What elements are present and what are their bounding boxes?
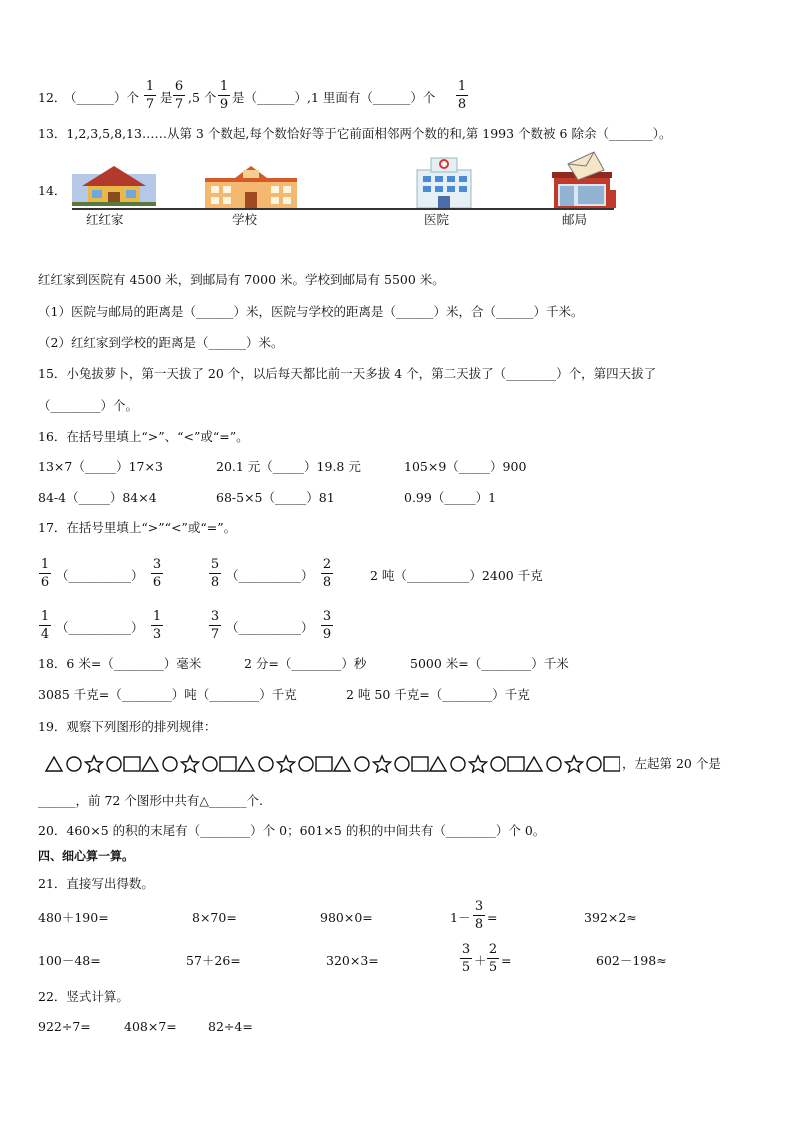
q21-frac-post: = xyxy=(501,953,512,968)
q17-blank: （__________） xyxy=(226,620,314,635)
triangle-icon xyxy=(526,757,542,771)
circle-icon xyxy=(395,757,409,771)
q21-item: 980×0= xyxy=(320,910,373,925)
school-icon xyxy=(205,164,297,208)
distance-line xyxy=(72,208,614,210)
q17-title: 17．在括号里填上“>”“<”或“=”。 xyxy=(38,520,237,535)
q12-text-3: ,5 个 xyxy=(188,90,217,105)
q12-fraction-1: 1 7 xyxy=(145,79,155,112)
circle-icon xyxy=(547,757,561,771)
triangle-icon xyxy=(334,757,350,771)
triangle-icon xyxy=(430,757,446,771)
shape-pattern xyxy=(44,753,620,775)
q21-fraction: 3 5 xyxy=(461,942,471,975)
square-icon xyxy=(412,757,428,771)
star-icon xyxy=(278,756,295,772)
q16-item: 0.99（_____）1 xyxy=(404,490,497,505)
pattern-group xyxy=(238,756,332,772)
label-post-office: 邮局 xyxy=(562,212,588,227)
q16-item: 68-5×5（_____）81 xyxy=(216,490,335,505)
q21-op: ＋ xyxy=(474,953,487,968)
question-20: 20．460×5 的积的末尾有（________）个 0；601×5 的积的中间共有（________）个 0。 xyxy=(38,823,546,838)
q21-item: 480＋190= xyxy=(38,910,109,925)
circle-icon xyxy=(163,757,177,771)
square-icon xyxy=(220,757,236,771)
question-13: 13．1,2,3,5,8,13……从第 3 个数起,每个数恰好等于它前面相邻两个数的和,第 1993 个数被 6 除余（_______）。 xyxy=(38,126,672,141)
circle-icon xyxy=(587,757,601,771)
q21-fraction: 3 8 xyxy=(474,899,484,932)
q17-fraction: 3 6 xyxy=(152,557,162,590)
q17-ton-compare: 2 吨（__________）2400 千克 xyxy=(370,568,543,583)
q18-item: 5000 米=（________）千米 xyxy=(410,656,569,671)
pattern-group xyxy=(526,756,620,772)
square-icon xyxy=(508,757,524,771)
pattern-group xyxy=(334,756,428,772)
q21-item: 392×2≈ xyxy=(584,910,637,925)
house-icon xyxy=(72,164,156,208)
star-icon xyxy=(86,756,103,772)
q12-fraction-4: 1 8 xyxy=(457,79,467,112)
q18-item: 18．6 米=（________）毫米 xyxy=(38,656,202,671)
post-office-icon xyxy=(548,150,618,208)
q12-text-1: （______）个 xyxy=(64,90,140,105)
pattern-group xyxy=(430,756,524,772)
q22-title: 22．竖式计算。 xyxy=(38,989,129,1004)
q21-item: 602－198≈ xyxy=(596,953,667,968)
q15-line-2: （________）个。 xyxy=(38,398,139,413)
star-icon xyxy=(374,756,391,772)
q17-fraction: 1 3 xyxy=(152,609,162,642)
square-icon xyxy=(604,757,620,771)
q17-fraction: 1 6 xyxy=(40,557,50,590)
q19-title: 19．观察下列图形的排列规律： xyxy=(38,719,217,734)
q21-frac-pre: 1－ xyxy=(450,910,471,925)
q12-text-4: 是（______）,1 里面有（______）个 xyxy=(232,90,436,105)
star-icon xyxy=(470,756,487,772)
q21-item: 57＋26= xyxy=(186,953,241,968)
q17-fraction: 1 4 xyxy=(40,609,50,642)
q22-item: 82÷4= xyxy=(208,1019,253,1034)
q17-blank: （__________） xyxy=(56,568,144,583)
q17-fraction: 5 8 xyxy=(210,557,220,590)
hospital-icon xyxy=(415,154,473,208)
circle-icon xyxy=(451,757,465,771)
q19-line-2: ______，前 72 个图形中共有△______个. xyxy=(38,793,263,808)
pattern-group xyxy=(46,756,140,772)
section-heading: 四、细心算一算。 xyxy=(38,849,135,863)
q21-title: 21．直接写出得数。 xyxy=(38,876,154,891)
q12-number: 12． xyxy=(38,90,67,105)
triangle-icon xyxy=(142,757,158,771)
q16-item: 20.1 元（_____）19.8 元 xyxy=(216,459,361,474)
label-home: 红红家 xyxy=(86,212,124,227)
square-icon xyxy=(124,757,140,771)
q12-fraction-2: 6 7 xyxy=(174,79,184,112)
q22-item: 922÷7= xyxy=(38,1019,91,1034)
pattern-group xyxy=(142,756,236,772)
circle-icon xyxy=(259,757,273,771)
triangle-icon xyxy=(46,757,62,771)
label-school: 学校 xyxy=(232,212,258,227)
triangle-icon xyxy=(238,757,254,771)
q21-item: 8×70= xyxy=(192,910,237,925)
circle-icon xyxy=(355,757,369,771)
q15-line-1: 15．小兔拔萝卜，第一天拔了 20 个，以后每天都比前一天多拔 4 个，第二天拔了（________）个，第四天拔了 xyxy=(38,366,657,381)
star-icon xyxy=(182,756,199,772)
circle-icon xyxy=(203,757,217,771)
q19-tail: ，左起第 20 个是 xyxy=(622,756,721,771)
q12-text-2: 是 xyxy=(160,90,173,105)
q12-fraction-3: 1 9 xyxy=(219,79,229,112)
label-hospital: 医院 xyxy=(424,212,450,227)
q16-item: 13×7（_____）17×3 xyxy=(38,459,163,474)
q14-sub-2: （2）红红家到学校的距离是（______）米。 xyxy=(38,335,284,350)
circle-icon xyxy=(107,757,121,771)
q22-item: 408×7= xyxy=(124,1019,177,1034)
q17-fraction: 3 7 xyxy=(210,609,220,642)
q14-intro: 红红家到医院有 4500 米，到邮局有 7000 米。学校到邮局有 5500 米。 xyxy=(38,272,445,287)
q18-item: 2 吨 50 千克=（________）千克 xyxy=(346,687,530,702)
q16-item: 84-4（_____）84×4 xyxy=(38,490,157,505)
q17-blank: （__________） xyxy=(56,620,144,635)
square-icon xyxy=(316,757,332,771)
q21-item: 320×3= xyxy=(326,953,379,968)
star-icon xyxy=(566,756,583,772)
q18-item: 3085 千克=（________）吨（________）千克 xyxy=(38,687,297,702)
q21-fraction: 2 5 xyxy=(488,942,498,975)
q16-title: 16．在括号里填上“>”、“<”或“=”。 xyxy=(38,429,249,444)
circle-icon xyxy=(299,757,313,771)
q17-fraction: 3 9 xyxy=(322,609,332,642)
circle-icon xyxy=(67,757,81,771)
q18-item: 2 分=（________）秒 xyxy=(244,656,367,671)
q14-number: 14． xyxy=(38,183,67,198)
q21-item: 100－48= xyxy=(38,953,101,968)
q14-sub-1: （1）医院与邮局的距离是（______）米，医院与学校的距离是（______）米，合（______）千米。 xyxy=(38,304,584,319)
q17-blank: （__________） xyxy=(226,568,314,583)
q21-frac-post: = xyxy=(487,910,498,925)
q17-fraction: 2 8 xyxy=(322,557,332,590)
q16-item: 105×9（_____）900 xyxy=(404,459,527,474)
circle-icon xyxy=(491,757,505,771)
